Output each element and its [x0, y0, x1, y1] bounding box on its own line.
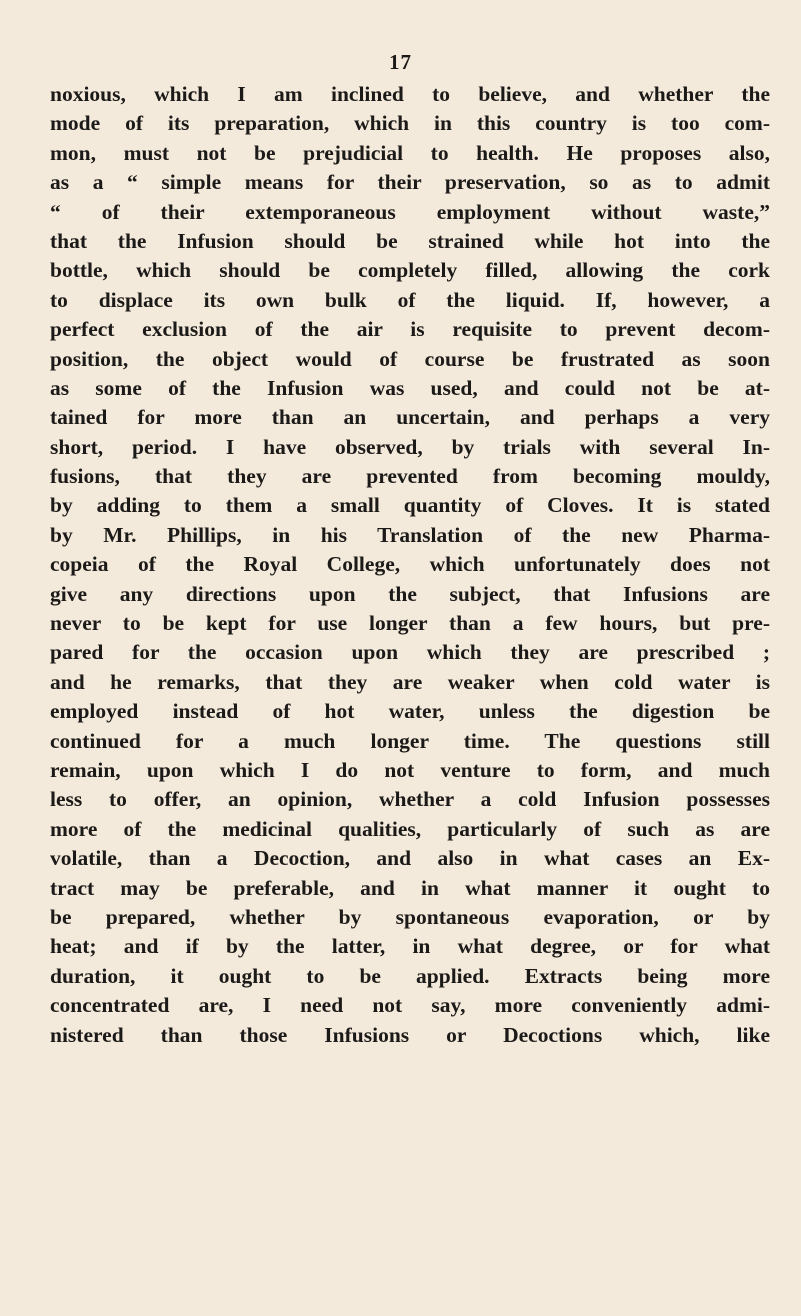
- text-line: continued for a much longer time. The questions still: [50, 728, 770, 753]
- text-line: be prepared, whether by spontaneous evaporation, or by: [50, 904, 770, 929]
- text-line: concentrated are, I need not say, more conveniently admi-: [50, 993, 770, 1018]
- text-line: more of the medicinal qualities, particularly of such as are: [50, 816, 770, 841]
- text-line: pared for the occasion upon which they are prescribed ;: [50, 640, 770, 665]
- text-line: mon, must not be prejudicial to health. He proposes also,: [50, 140, 770, 165]
- text-line: and he remarks, that they are weaker when cold water is: [50, 669, 770, 694]
- text-line: nistered than those Infusions or Decoctions which, like: [50, 1022, 770, 1047]
- text-line: mode of its preparation, which in this country is too com-: [50, 111, 770, 136]
- text-line: tract may be preferable, and in what manner it ought to: [50, 875, 770, 900]
- text-line: never to be kept for use longer than a few hours, but pre-: [50, 611, 770, 636]
- body-text: [50, 80, 770, 1050]
- text-line: as some of the Infusion was used, and could not be at-: [50, 375, 770, 400]
- text-line: volatile, than a Decoction, and also in what cases an Ex-: [50, 846, 770, 871]
- text-line: noxious, which I am inclined to believe, and whether the: [50, 82, 770, 106]
- text-line: by adding to them a small quantity of Cloves. It is stated: [50, 493, 770, 518]
- text-line: by Mr. Phillips, in his Translation of the new Pharma-: [50, 522, 770, 547]
- page-number: 17: [389, 50, 412, 74]
- text-line: copeia of the Royal College, which unfortunately does not: [50, 552, 770, 577]
- text-line: that the Infusion should be strained while hot into the: [50, 228, 770, 253]
- text-line: employed instead of hot water, unless the digestion be: [50, 699, 770, 724]
- text-line: duration, it ought to be applied. Extracts being more: [50, 963, 770, 988]
- text-line: fusions, that they are prevented from becoming mouldy,: [50, 464, 770, 489]
- text-line: remain, upon which I do not venture to form, and much: [50, 757, 770, 782]
- text-line: perfect exclusion of the air is requisite to prevent decom-: [50, 317, 770, 342]
- text-line: short, period. I have observed, by trials with several In-: [50, 434, 770, 459]
- text-line: “ of their extemporaneous employment without waste,”: [50, 199, 770, 224]
- text-line: tained for more than an uncertain, and perhaps a very: [50, 405, 770, 430]
- text-line: give any directions upon the subject, that Infusions are: [50, 581, 770, 606]
- text-line: less to offer, an opinion, whether a cold Infusion possesses: [50, 787, 770, 812]
- text-line: as a “ simple means for their preservation, so as to admit: [50, 170, 770, 195]
- text-line: position, the object would of course be frustrated as soon: [50, 346, 770, 371]
- text-line: heat; and if by the latter, in what degree, or for what: [50, 934, 770, 959]
- text-line: to displace its own bulk of the liquid. If, however, a: [50, 287, 770, 312]
- text-line: bottle, which should be completely filled, allowing the cork: [50, 258, 770, 283]
